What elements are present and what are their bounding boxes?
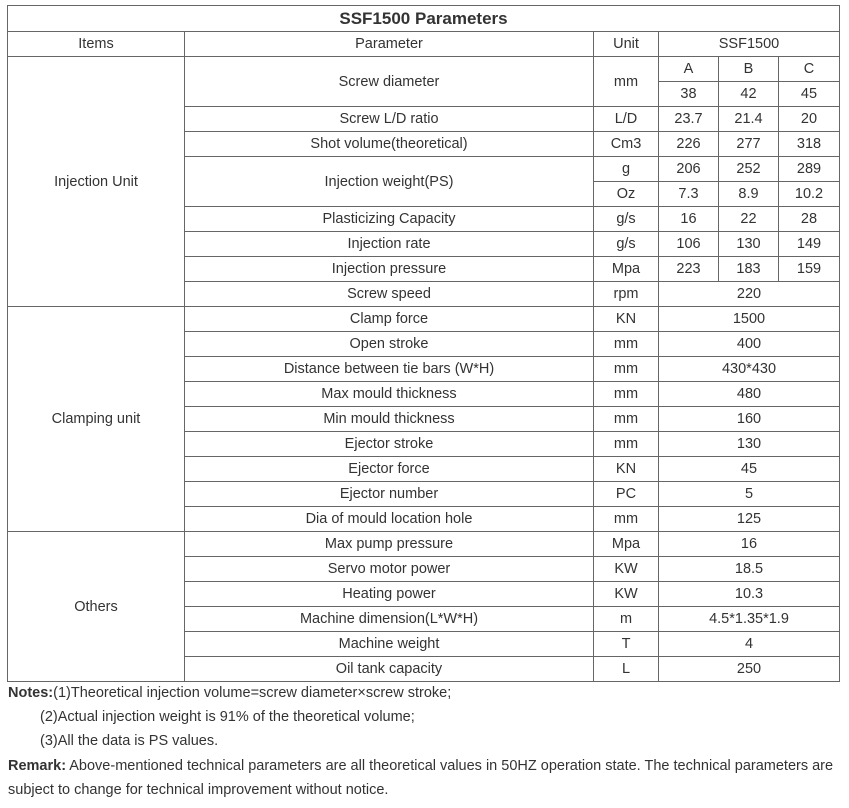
- param-label: Heating power: [185, 582, 594, 607]
- param-unit: g/s: [594, 232, 659, 257]
- title-row: [8, 6, 840, 32]
- param-unit: g/s: [594, 207, 659, 232]
- param-unit: PC: [594, 482, 659, 507]
- param-unit: KN: [594, 307, 659, 332]
- param-label: Clamp force: [185, 307, 594, 332]
- param-label: Shot volume(theoretical): [185, 132, 594, 157]
- param-label: Ejector number: [185, 482, 594, 507]
- param-unit: KN: [594, 457, 659, 482]
- param-unit: g: [594, 157, 659, 182]
- param-value: 16: [659, 532, 840, 557]
- param-unit: mm: [594, 332, 659, 357]
- param-unit: L/D: [594, 107, 659, 132]
- remark-label: Remark:: [8, 757, 67, 774]
- param-unit: Mpa: [594, 257, 659, 282]
- notes-section: [8, 681, 836, 802]
- param-unit: rpm: [594, 282, 659, 307]
- param-unit: mm: [594, 382, 659, 407]
- header-model: SSF1500: [659, 32, 840, 57]
- value-c: 45: [779, 82, 840, 107]
- param-value: 400: [659, 332, 840, 357]
- param-unit: T: [594, 632, 659, 657]
- value-a: 106: [659, 232, 719, 257]
- note-text: (3)All the data is PS values.: [40, 733, 219, 750]
- value-c: 28: [779, 207, 840, 232]
- value-c: 289: [779, 157, 840, 182]
- note-line-3: [8, 729, 836, 753]
- param-label: Open stroke: [185, 332, 594, 357]
- value-a: 223: [659, 257, 719, 282]
- param-label: Max mould thickness: [185, 382, 594, 407]
- remark-text: Above-mentioned technical parameters are all theoretical values in 50HZ operation state. The technical parameters are subject to change for technical improvement without notice.: [8, 757, 834, 798]
- param-label: Plasticizing Capacity: [185, 207, 594, 232]
- section-others: Others: [8, 532, 185, 682]
- value-a: 23.7: [659, 107, 719, 132]
- param-unit: mm: [594, 407, 659, 432]
- value-a: 7.3: [659, 182, 719, 207]
- value-c: 159: [779, 257, 840, 282]
- spec-table: [7, 5, 840, 682]
- variant-b-label: B: [719, 57, 779, 82]
- value-b: 42: [719, 82, 779, 107]
- param-unit: mm: [594, 57, 659, 107]
- value-a: 206: [659, 157, 719, 182]
- param-label: Machine weight: [185, 632, 594, 657]
- value-b: 252: [719, 157, 779, 182]
- note-text: (2)Actual injection weight is 91% of the theoretical volume;: [40, 709, 415, 726]
- param-unit: mm: [594, 357, 659, 382]
- value-a: 38: [659, 82, 719, 107]
- value-a: 226: [659, 132, 719, 157]
- value-a: 16: [659, 207, 719, 232]
- note-line-1: [8, 681, 836, 705]
- param-unit: mm: [594, 432, 659, 457]
- param-unit: KW: [594, 582, 659, 607]
- table-title: SSF1500 Parameters: [8, 6, 840, 32]
- param-label: Screw L/D ratio: [185, 107, 594, 132]
- param-label: Dia of mould location hole: [185, 507, 594, 532]
- param-value: 125: [659, 507, 840, 532]
- param-label: Screw diameter: [185, 57, 594, 107]
- param-value: 4: [659, 632, 840, 657]
- param-unit: Mpa: [594, 532, 659, 557]
- param-label: Distance between tie bars (W*H): [185, 357, 594, 382]
- param-value: 160: [659, 407, 840, 432]
- param-unit: L: [594, 657, 659, 682]
- param-label: Max pump pressure: [185, 532, 594, 557]
- value-b: 130: [719, 232, 779, 257]
- param-unit: Oz: [594, 182, 659, 207]
- header-parameter: Parameter: [185, 32, 594, 57]
- param-unit: m: [594, 607, 659, 632]
- note-line-2: [8, 705, 836, 729]
- notes-label: Notes:: [8, 685, 54, 701]
- value-c: 20: [779, 107, 840, 132]
- param-unit: mm: [594, 507, 659, 532]
- value-c: 318: [779, 132, 840, 157]
- value-b: 21.4: [719, 107, 779, 132]
- param-value: 130: [659, 432, 840, 457]
- value-c: 10.2: [779, 182, 840, 207]
- remark: [8, 754, 836, 802]
- param-label: Servo motor power: [185, 557, 594, 582]
- header-unit: Unit: [594, 32, 659, 57]
- value-b: 183: [719, 257, 779, 282]
- header-items: Items: [8, 32, 185, 57]
- param-value: 4.5*1.35*1.9: [659, 607, 840, 632]
- param-value: 1500: [659, 307, 840, 332]
- param-label: Screw speed: [185, 282, 594, 307]
- section-clamping-unit: Clamping unit: [8, 307, 185, 532]
- header-row: [8, 32, 840, 57]
- param-label: Machine dimension(L*W*H): [185, 607, 594, 632]
- table-row: [8, 532, 840, 557]
- variant-c-label: C: [779, 57, 840, 82]
- note-text: (1)Theoretical injection volume=screw diameter×screw stroke;: [53, 685, 452, 701]
- param-value: 430*430: [659, 357, 840, 382]
- param-value: 18.5: [659, 557, 840, 582]
- param-unit: Cm3: [594, 132, 659, 157]
- value-b: 22: [719, 207, 779, 232]
- param-label: Injection weight(PS): [185, 157, 594, 207]
- param-label: Ejector force: [185, 457, 594, 482]
- param-label: Min mould thickness: [185, 407, 594, 432]
- param-label: Injection pressure: [185, 257, 594, 282]
- param-value: 10.3: [659, 582, 840, 607]
- section-injection-unit: Injection Unit: [8, 57, 185, 307]
- value-b: 277: [719, 132, 779, 157]
- table-row: [8, 307, 840, 332]
- param-value: 480: [659, 382, 840, 407]
- value-b: 8.9: [719, 182, 779, 207]
- variant-a-label: A: [659, 57, 719, 82]
- param-value: 5: [659, 482, 840, 507]
- param-label: Ejector stroke: [185, 432, 594, 457]
- param-label: Injection rate: [185, 232, 594, 257]
- table-row: [8, 57, 840, 82]
- param-unit: KW: [594, 557, 659, 582]
- param-label: Oil tank capacity: [185, 657, 594, 682]
- param-value: 45: [659, 457, 840, 482]
- param-value: 250: [659, 657, 840, 682]
- value-c: 149: [779, 232, 840, 257]
- param-value: 220: [659, 282, 840, 307]
